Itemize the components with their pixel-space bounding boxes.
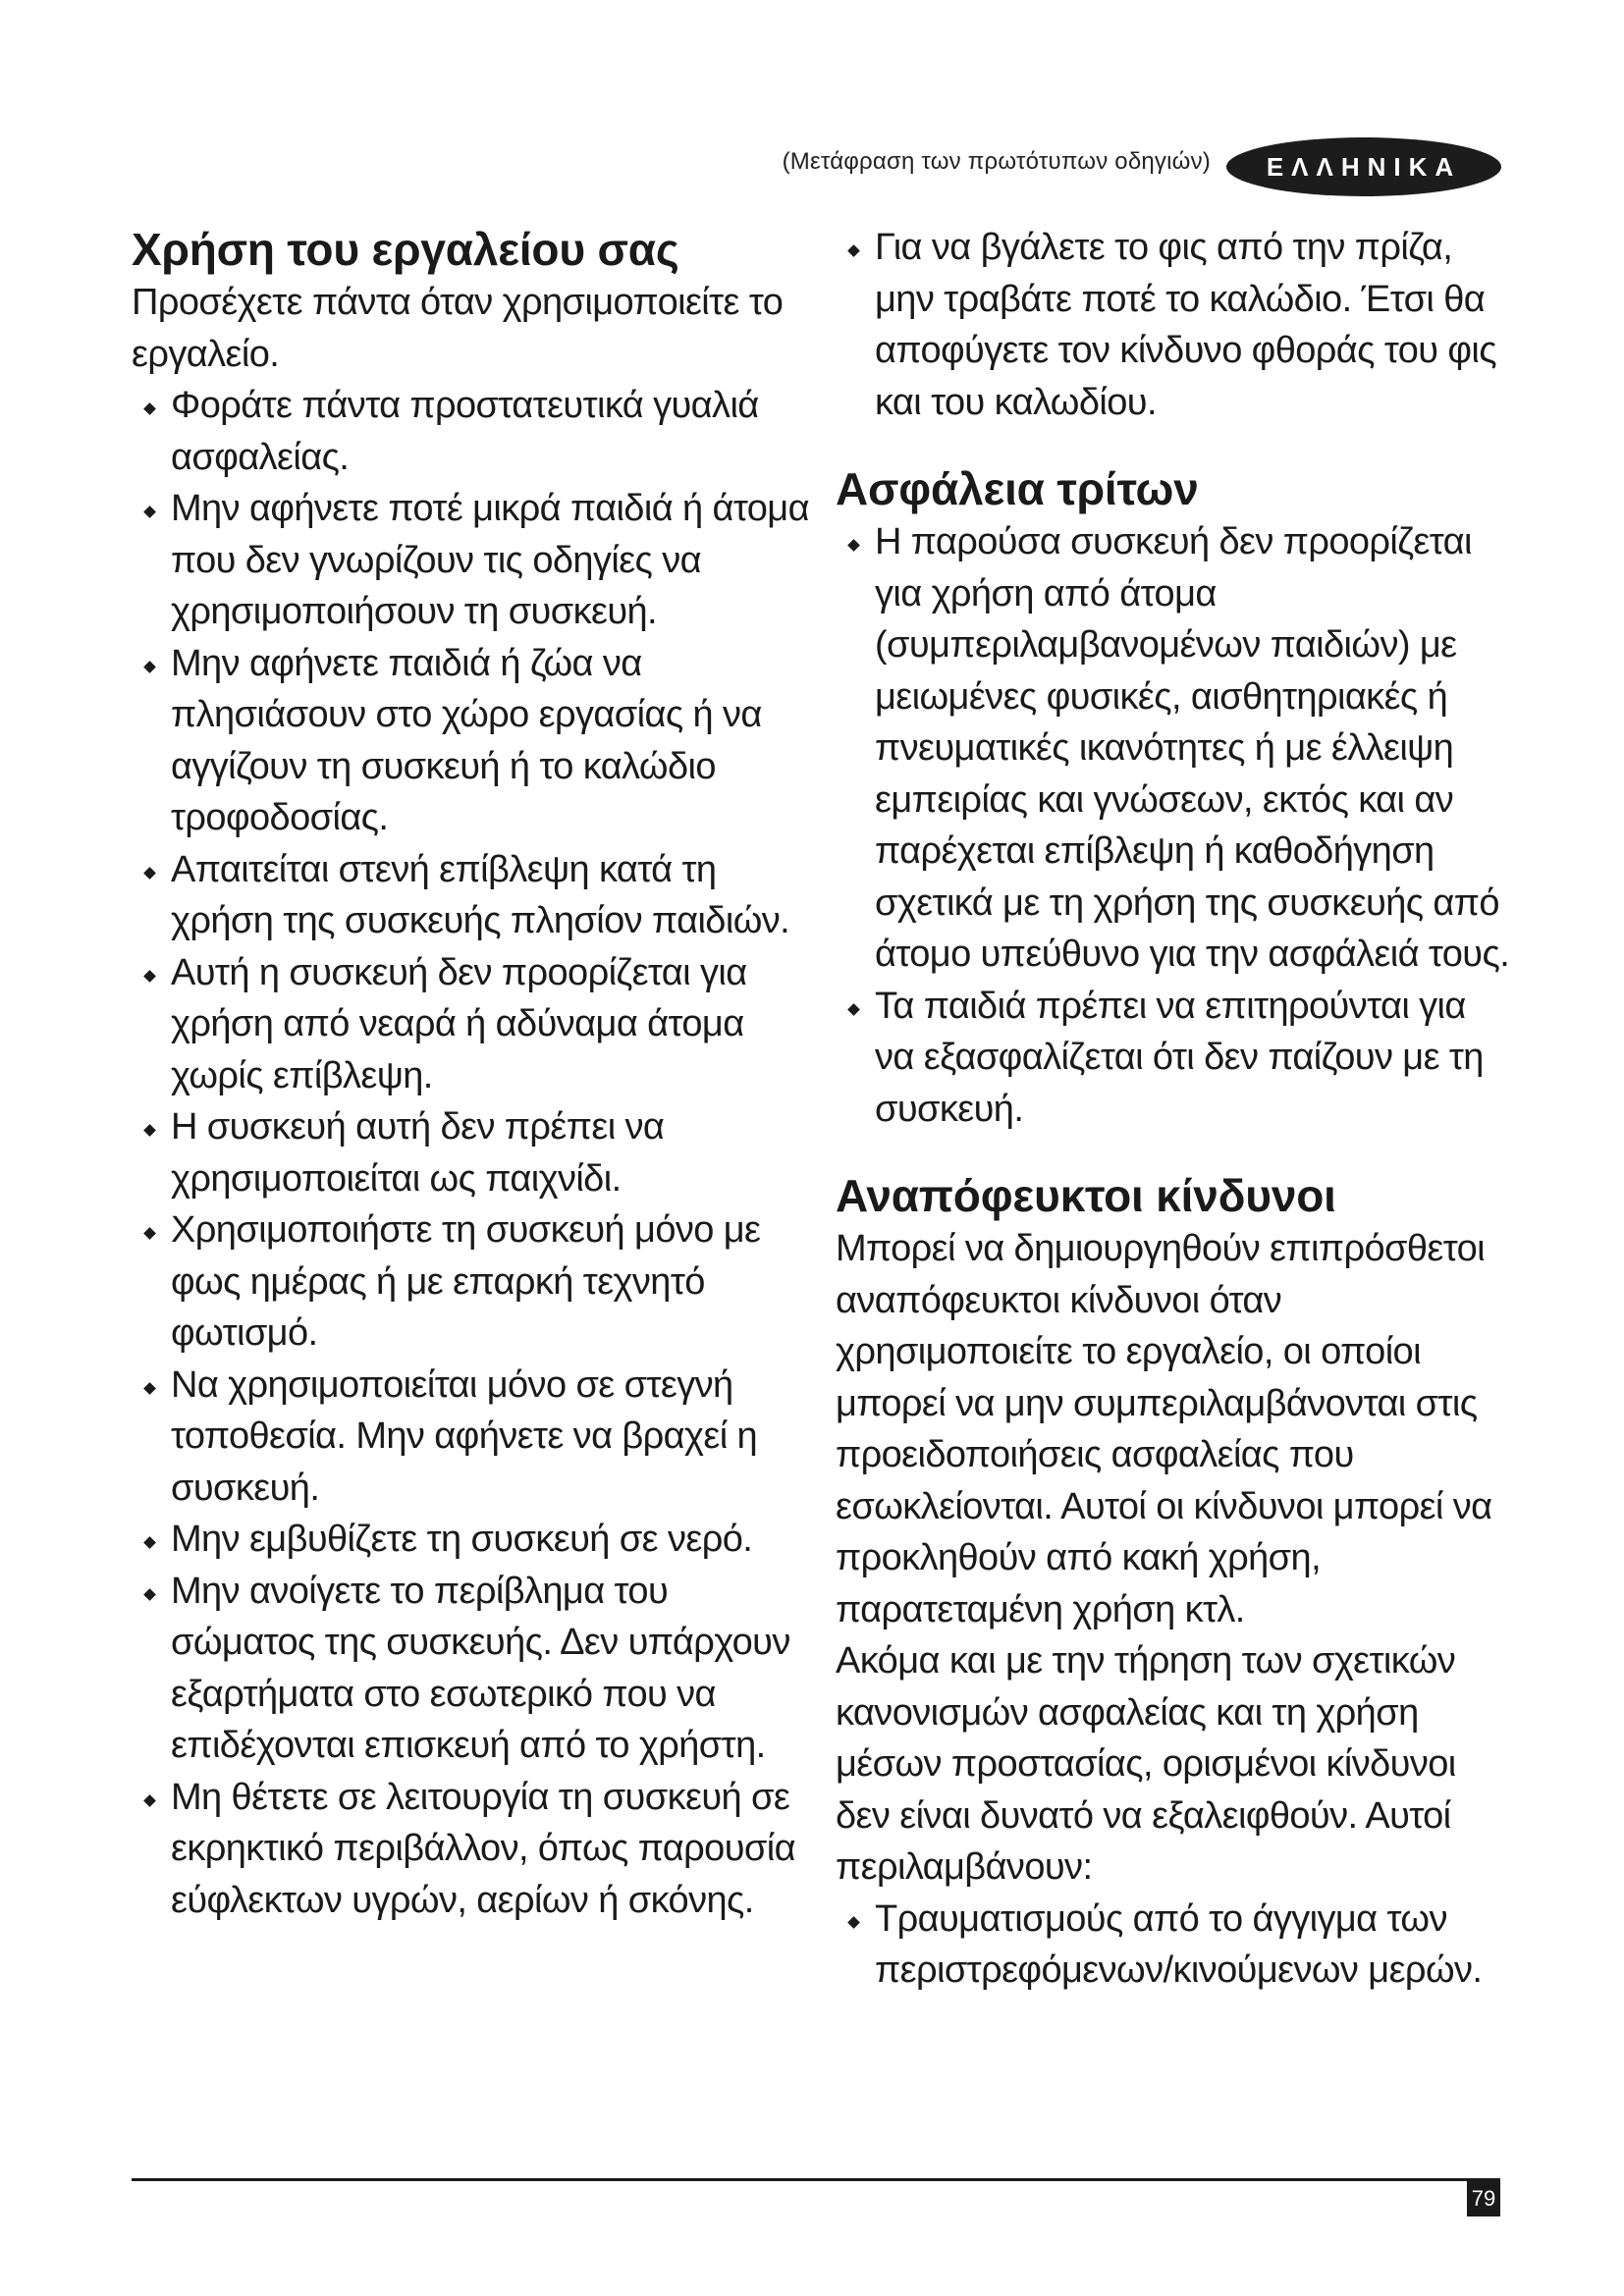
bullet-item xyxy=(132,638,809,844)
diamond-bullet-icon xyxy=(143,1588,156,1601)
bullet-item xyxy=(132,947,809,1102)
intro-paragraph: Προσέχετε πάντα όταν χρησιμοποιείτε το εργαλείο. xyxy=(132,282,784,375)
bullet-text: Φοράτε πάντα προστατευτικά γυαλιά ασφαλείας. xyxy=(171,385,759,478)
bullet-item xyxy=(132,380,809,483)
right-column xyxy=(836,222,1513,1997)
diamond-bullet-icon xyxy=(143,970,156,983)
diamond-bullet-icon xyxy=(143,1536,156,1549)
bullet-text: Αυτή η συσκευή δεν προορίζεται για χρήση από νεαρά ή αδύναμα άτομα χωρίς επίβλεψη. xyxy=(171,951,747,1096)
diamond-bullet-icon xyxy=(143,1124,156,1137)
bullet-text: Μην εμβυθίζετε τη συσκευή σε νερό. xyxy=(171,1519,753,1560)
bullet-text: Να χρησιμοποιείται μόνο σε στεγνή τοποθεσία. Μην αφήνετε να βραχεί η συσκευή. xyxy=(171,1363,758,1509)
residual-risks-bullet-list xyxy=(836,1894,1513,1997)
bullet-item xyxy=(836,516,1513,981)
bullet-text: Η παρούσα συσκευή δεν προορίζεται για χρήση από άτομα (συμπεριλαμβανομένων παιδιών) με μειωμένες φυσικές, αισθητηριακές ή πνευματικές ικανότητες ή με έλλειψη εμπειρίας και γνώσεων, εκτός και αν παρέχεται επίβλεψη ή καθοδήγηση σχετικά με τη χρήση της συσκευής από άτομο υπεύθυνο για την ασφάλειά τους. xyxy=(875,521,1510,975)
bullet-text: Απαιτείται στενή επίβλεψη κατά τη χρήση της συσκευής πλησίον παιδιών. xyxy=(171,848,790,941)
diamond-bullet-icon xyxy=(143,506,156,518)
section-heading-third-party-safety: Ασφάλεια τρίτων xyxy=(836,463,1199,514)
bullet-item xyxy=(132,1566,809,1772)
bullet-item xyxy=(132,1772,809,1927)
translation-note: (Μετάφραση των πρωτότυπων οδηγιών) xyxy=(782,148,1211,175)
bullet-text: Για να βγάλετε το φις από την πρίζα, μην τραβάτε ποτέ το καλώδιο. Έτσι θα αποφύγετε τον κίνδυνο φθοράς του φις και του καλωδίου. xyxy=(875,227,1496,423)
bullet-text: Μην ανοίγετε το περίβλημα του σώματος της συσκευής. Δεν υπάρχουν εξαρτήματα στο εσωτερικό που να επιδέχονται επισκευή από το χρήστη. xyxy=(171,1570,790,1766)
diamond-bullet-icon xyxy=(143,661,156,673)
left-column xyxy=(132,222,809,1926)
bullet-text: Χρησιμοποιήστε τη συσκευή μόνο με φως ημέρας ή με επαρκή τεχνητό φωτισμό. xyxy=(171,1209,761,1354)
bullet-text: Τα παιδιά πρέπει να επιτηρούνται για να εξασφαλίζεται ότι δεν παίζουν με τη συσκευή. xyxy=(875,985,1484,1130)
bullet-item xyxy=(132,1204,809,1360)
bullet-text: Τραυματισμούς από το άγγιγμα των περιστρεφόμενων/κινούμενων μερών. xyxy=(875,1897,1483,1991)
bullet-text: Μην αφήνετε ποτέ μικρά παιδιά ή άτομα που δεν γνωρίζουν τις οδηγίες να χρησιμοποιήσουν τη συσκευή. xyxy=(171,488,809,632)
section-heading-tool-use: Χρήση του εργαλείου σας xyxy=(132,224,679,275)
diamond-bullet-icon xyxy=(847,1003,860,1016)
bullet-item xyxy=(132,483,809,638)
bullet-text: Μη θέτετε σε λειτουργία τη συσκευή σε εκρηκτικό περιβάλλον, όπως παρουσία εύφλεκτων υγρών, αερίων ή σκόνης. xyxy=(171,1776,795,1921)
page-number: 79 xyxy=(1467,2181,1500,2216)
plug-bullet-list xyxy=(836,222,1513,428)
bullet-item xyxy=(132,1101,809,1204)
diamond-bullet-icon xyxy=(847,1916,860,1929)
diamond-bullet-icon xyxy=(143,1227,156,1240)
bullet-item xyxy=(836,1894,1513,1997)
diamond-bullet-icon xyxy=(847,539,860,552)
section-heading-residual-risks: Αναπόφευκτοι κίνδυνοι xyxy=(836,1170,1336,1221)
bullet-item xyxy=(132,844,809,947)
footer-divider xyxy=(132,2178,1500,2181)
diamond-bullet-icon xyxy=(143,1794,156,1807)
bullet-text: Μην αφήνετε παιδιά ή ζώα να πλησιάσουν στο χώρο εργασίας ή να αγγίζουν τη συσκευή ή το καλώδιο τροφοδοσίας. xyxy=(171,642,762,838)
language-badge: ΕΛΛΗΝΙΚΑ xyxy=(1226,137,1501,196)
bullet-item xyxy=(132,1360,809,1515)
bullet-text: Η συσκευή αυτή δεν πρέπει να χρησιμοποιείται ως παιχνίδι. xyxy=(171,1106,665,1200)
residual-risks-paragraph: Μπορεί να δημιουργηθούν επιπρόσθετοι αναπόφευκτοι κίνδυνοι όταν χρησιμοποιείτε το εργαλείο, οι οποίοι μπορεί να μην συμπεριλαμβάνονται στις προειδοποιήσεις ασφαλείας που εσωκλείονται. Αυτοί οι κίνδυνοι μπορεί να προκληθούν από κακή χρήση, παρατεταμένη χρήση κτλ. xyxy=(836,1228,1492,1630)
diamond-bullet-icon xyxy=(847,244,860,257)
bullet-item xyxy=(836,222,1513,428)
diamond-bullet-icon xyxy=(143,1382,156,1395)
third-party-bullet-list xyxy=(836,516,1513,1135)
tool-use-bullet-list xyxy=(132,380,809,1926)
bullet-item xyxy=(132,1514,809,1566)
diamond-bullet-icon xyxy=(143,402,156,415)
bullet-item xyxy=(836,981,1513,1136)
residual-risks-paragraph: Ακόμα και με την τήρηση των σχετικών κανονισμών ασφαλείας και τη χρήση μέσων προστασίας, ορισμένοι κίνδυνοι δεν είναι δυνατό να εξαλειφθούν. Αυτοί περιλαμβάνουν: xyxy=(836,1640,1456,1888)
diamond-bullet-icon xyxy=(143,867,156,880)
